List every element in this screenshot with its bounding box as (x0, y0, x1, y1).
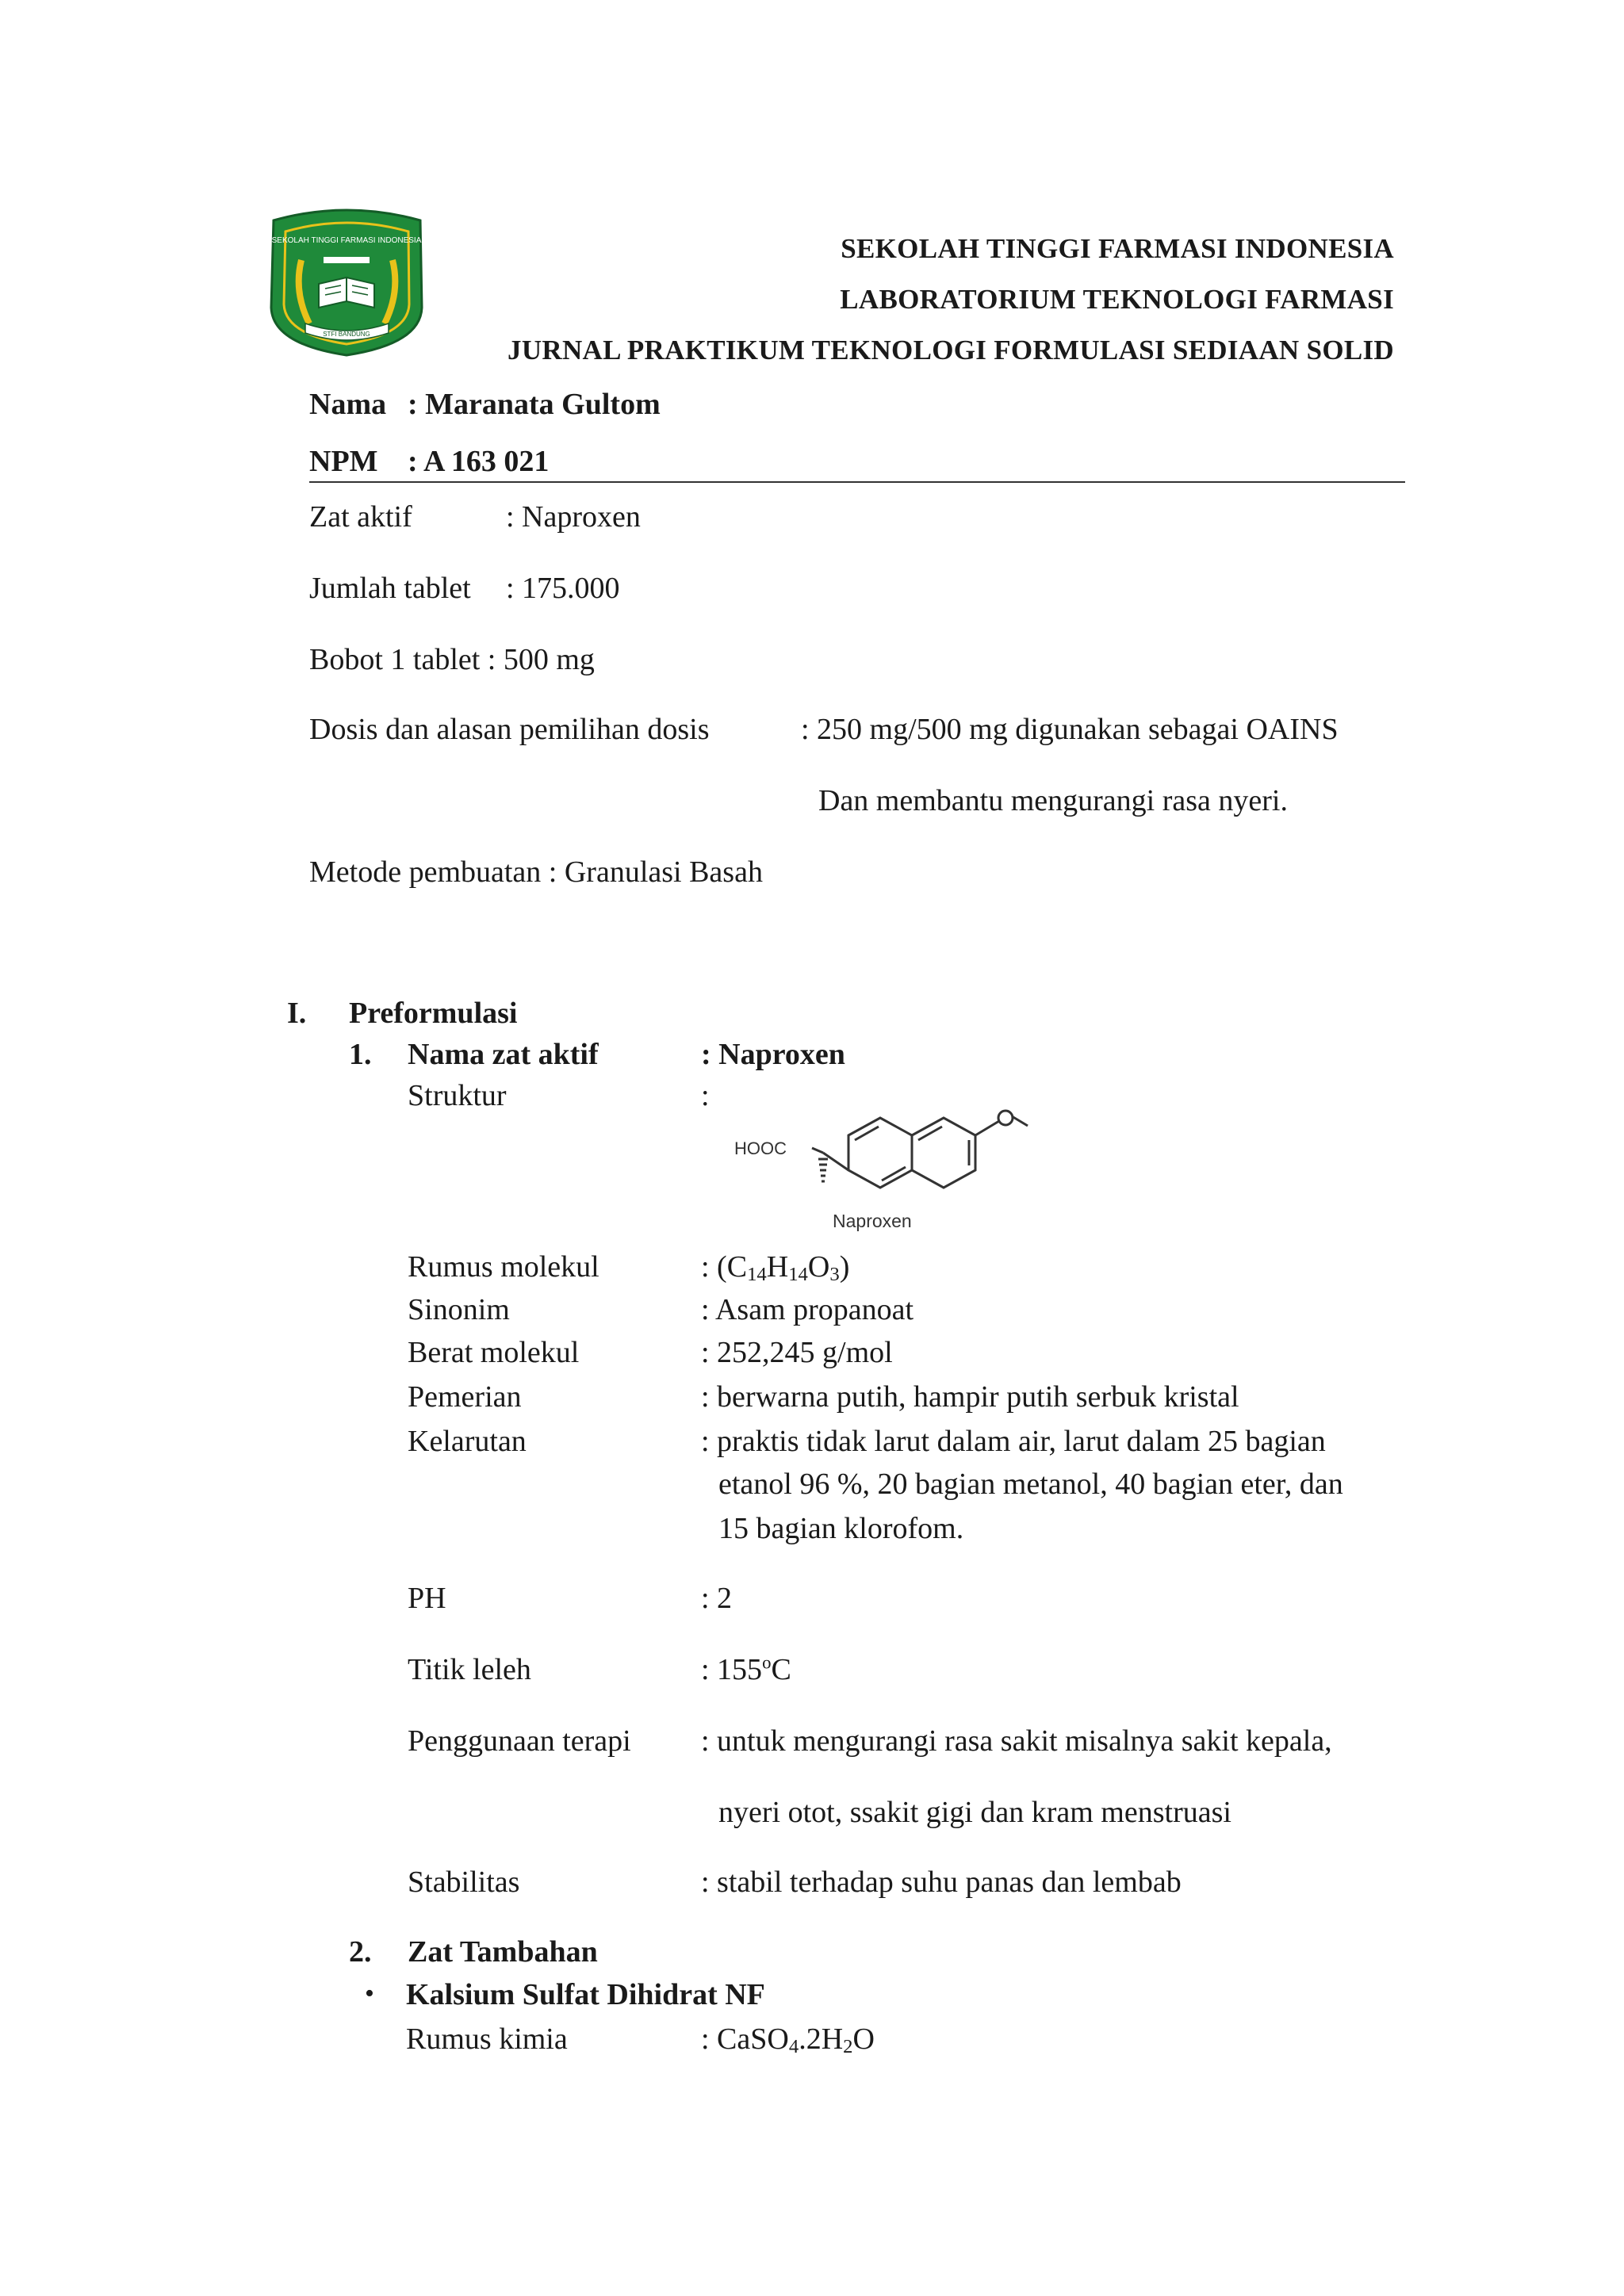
section-number: I. (287, 997, 307, 1030)
logo-ribbon: STFI BANDUNG (323, 331, 370, 338)
structure-hooc-label: HOOC (734, 1138, 787, 1158)
header-divider (309, 481, 1405, 483)
bullet-title: Kalsium Sulfat Dihidrat NF (406, 1978, 765, 2011)
dosis-label: Dosis dan alasan pemilihan dosis (309, 713, 710, 746)
npm-value: : A 163 021 (408, 445, 550, 478)
ph-value: : 2 (701, 1582, 733, 1615)
pemerian-value: : berwarna putih, hampir putih serbuk kristal (701, 1380, 1239, 1414)
section-title: Preformulasi (349, 997, 518, 1030)
struktur-label: Struktur (408, 1079, 507, 1112)
terapi-line2: nyeri otot, ssakit gigi dan kram menstruasi (718, 1796, 1231, 1829)
name-label: Nama (309, 388, 387, 421)
pemerian-label: Pemerian (408, 1380, 522, 1414)
item1-value: : Naproxen (701, 1038, 845, 1071)
ph-label: PH (408, 1582, 446, 1615)
kelarutan-line3: 15 bagian klorofom. (718, 1512, 964, 1545)
item2-number: 2. (349, 1935, 372, 1969)
rumus-kimia-label: Rumus kimia (406, 2022, 568, 2056)
kelarutan-line1: : praktis tidak larut dalam air, larut dalam 25 bagian (701, 1425, 1326, 1458)
dosis-value: : 250 mg/500 mg digunakan sebagai OAINS (801, 713, 1339, 746)
jumlah-label: Jumlah tablet (309, 572, 471, 605)
stabilitas-label: Stabilitas (408, 1866, 520, 1899)
header-journal-title: JURNAL PRAKTIKUM TEKNOLOGI FORMULASI SEDIAAN SOLID (508, 335, 1394, 365)
stabilitas-value: : stabil terhadap suhu panas dan lembab (701, 1866, 1182, 1899)
header-laboratory: LABORATORIUM TEKNOLOGI FARMASI (840, 284, 1394, 315)
bobot-line: Bobot 1 tablet : 500 mg (309, 643, 595, 676)
logo-text: SEKOLAH TINGGI FARMASI INDONESIA (271, 236, 422, 245)
kelarutan-line2: etanol 96 %, 20 bagian metanol, 40 bagian eter, dan (718, 1468, 1343, 1501)
rumus-value: : $(C_{14}H_{14}O_3)$ (701, 1250, 850, 1285)
rumus-kimia-value: : $CaSO_4.2H_2O$ (701, 2022, 875, 2057)
rumus-label: Rumus molekul (408, 1250, 599, 1284)
name-value: : Maranata Gultom (408, 388, 661, 421)
zat-aktif-label: Zat aktif (309, 500, 412, 534)
school-emblem-icon (262, 205, 432, 357)
berat-value: : 252,245 g/mol (701, 1336, 893, 1369)
dosis-value-cont: Dan membantu mengurangi rasa nyeri. (818, 784, 1288, 817)
jumlah-value: : 175.000 (506, 572, 620, 605)
naproxen-structure (730, 1070, 1031, 1237)
sinonim-value: : Asam propanoat (701, 1293, 914, 1326)
item2-title: Zat Tambahan (408, 1935, 598, 1969)
zat-aktif-value: : Naproxen (506, 500, 641, 534)
terapi-line1: : untuk mengurangi rasa sakit misalnya sakit kepala, (701, 1724, 1332, 1758)
titik-leleh-value: : 155$^o$C (701, 1652, 791, 1686)
header-institution: SEKOLAH TINGGI FARMASI INDONESIA (841, 233, 1394, 264)
kelarutan-label: Kelarutan (408, 1425, 527, 1458)
item1-number: 1. (349, 1038, 372, 1071)
item1-label: Nama zat aktif (408, 1038, 599, 1071)
naproxen-molecule-icon (730, 1070, 1031, 1237)
school-logo (262, 205, 432, 357)
sinonim-label: Sinonim (408, 1293, 510, 1326)
structure-caption: Naproxen (833, 1211, 912, 1231)
npm-label: NPM (309, 445, 378, 478)
bullet-icon: • (365, 1979, 374, 2008)
metode-line: Metode pembuatan : Granulasi Basah (309, 855, 763, 889)
berat-label: Berat molekul (408, 1336, 580, 1369)
terapi-label: Penggunaan terapi (408, 1724, 631, 1758)
struktur-colon: : (701, 1079, 710, 1112)
titik-leleh-label: Titik leleh (408, 1653, 531, 1686)
